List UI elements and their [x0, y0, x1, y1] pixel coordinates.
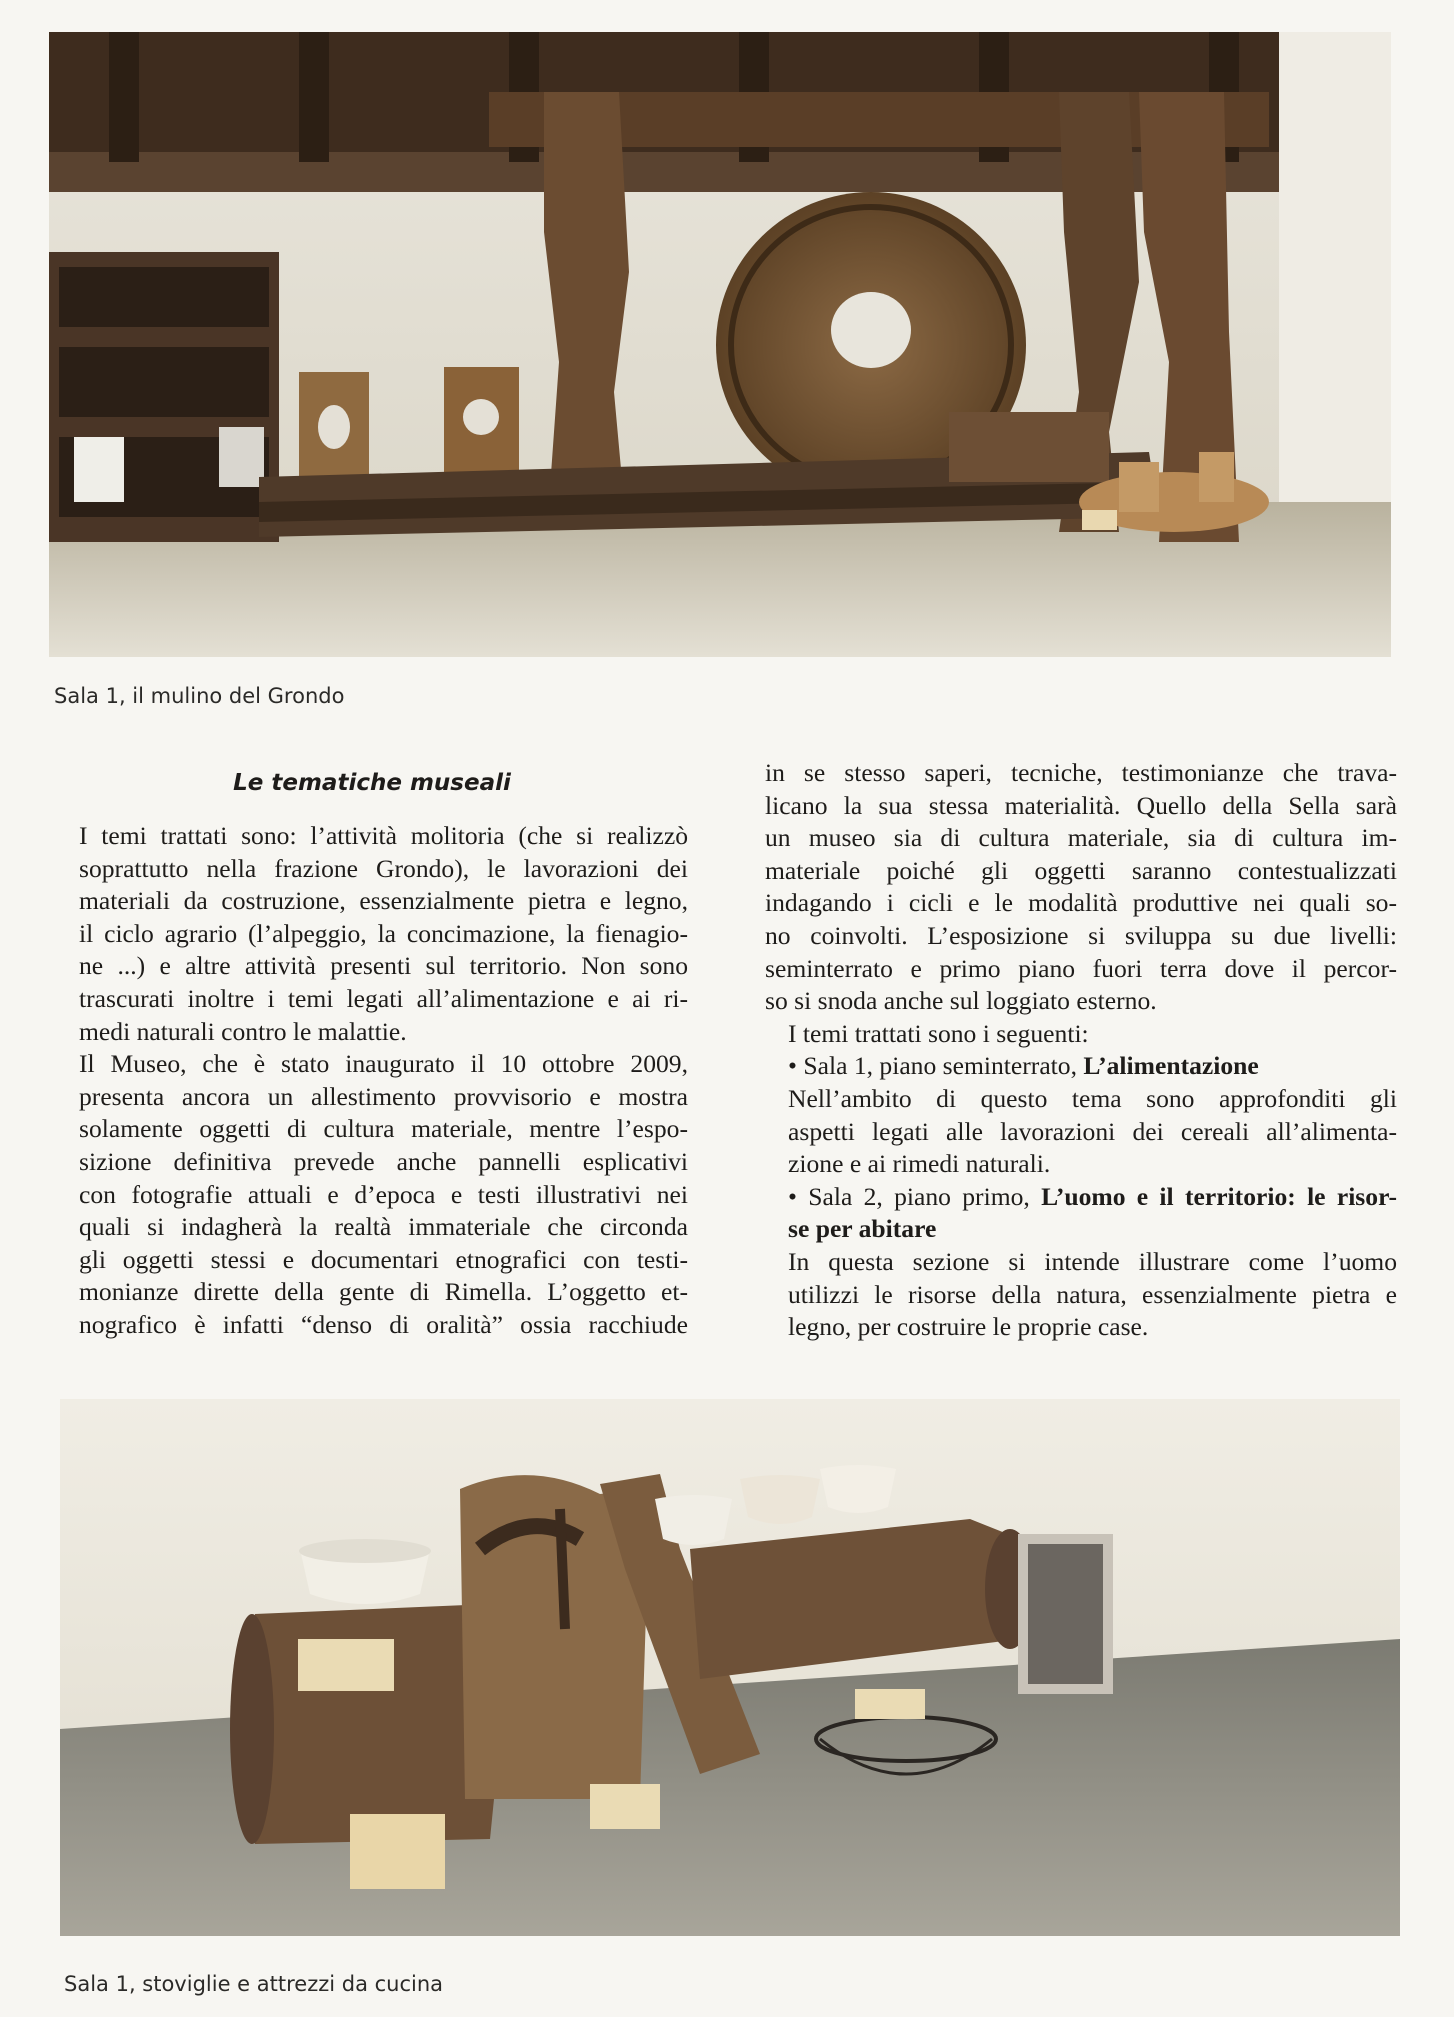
- paragraph: [765, 757, 1397, 1018]
- text-line: medi naturali contro le malattie.: [79, 1016, 407, 1046]
- photo-caption: Sala 1, il mulino del Grondo: [54, 684, 345, 708]
- text-line: In questa sezione si intende illustrare come l’uomo: [788, 1246, 1397, 1276]
- text-line: solamente oggetti di cultura materiale, mentre l’espo-: [79, 1114, 688, 1144]
- text-line: I temi trattati sono: l’attività molitoria (che si realizzò: [79, 821, 688, 850]
- text-line: sizione definitiva prevede anche pannelli esplicativi: [79, 1146, 688, 1176]
- text-line: trascurati inoltre i temi legati all’alimentazione e ai ri-: [79, 983, 688, 1013]
- right-column: [765, 757, 1397, 1344]
- text-line: un museo sia di cultura materiale, sia di cultura im-: [765, 823, 1397, 853]
- photo-caption: Sala 1, stoviglie e attrezzi da cucina: [64, 1972, 444, 1996]
- text-line: indagando i cicli e le modalità produttive nei quali so-: [765, 888, 1397, 918]
- text-line: [765, 1181, 1397, 1214]
- text-line: zione e ai rimedi naturali.: [788, 1149, 1051, 1179]
- text-line: seminterrato e primo piano fuori terra dove il percor-: [765, 953, 1397, 983]
- text-line: materiale poiché gli oggetti saranno contestualizzati: [765, 855, 1397, 885]
- text-line: [765, 1213, 1397, 1246]
- bullet-bold: L’uomo e il territorio: le risor-: [1041, 1181, 1397, 1211]
- text-line: il ciclo agrario (l’alpeggio, la concimazione, la fienagio-: [79, 918, 688, 948]
- section-title: Le tematiche museali: [233, 770, 511, 796]
- text-line: ne ...) e altre attività presenti sul territorio. Non sono: [79, 951, 688, 981]
- text-line: Il Museo, che è stato inaugurato il 10 ottobre 2009,: [79, 1049, 688, 1079]
- text-line: aspetti legati alle lavorazioni dei cereali all’alimenta-: [788, 1116, 1397, 1146]
- text-line: no coinvolti. L’esposizione si sviluppa su due livelli:: [765, 920, 1397, 950]
- paragraph: [56, 1048, 688, 1341]
- text-line: soprattutto nella frazione Grondo), le lavorazioni dei: [79, 853, 688, 883]
- text-line: I temi trattati sono i seguenti:: [788, 1018, 1089, 1048]
- mill-photo: [49, 32, 1391, 657]
- text-line: so si snoda anche sul loggiato esterno.: [765, 986, 1157, 1016]
- kitchen-tools-photo: [60, 1399, 1400, 1936]
- bullet-text: • Sala 1, piano seminterrato,: [788, 1051, 1084, 1081]
- text-line: legno, per costruire le proprie case.: [788, 1312, 1149, 1342]
- text-line: nografico è infatti “denso di oralità” ossia racchiude: [79, 1309, 688, 1339]
- text-line: presenta ancora un allestimento provvisorio e mostra: [79, 1081, 688, 1111]
- text-line: Nell’ambito di questo tema sono approfonditi gli: [788, 1083, 1397, 1113]
- text-line: monianze dirette della gente di Rimella. L’oggetto et-: [79, 1277, 688, 1307]
- text-line: materiali da costruzione, essenzialmente pietra e legno,: [79, 886, 688, 916]
- text-line: gli oggetti stessi e documentari etnografici con testi-: [79, 1244, 688, 1274]
- text-line: licano la sua stessa materialità. Quello della Sella sarà: [765, 790, 1397, 820]
- text-line: in se stesso saperi, tecniche, testimonianze che trava-: [765, 758, 1397, 787]
- bullet-sala-2: [765, 1181, 1397, 1246]
- bullet-bold: se per abitare: [788, 1214, 937, 1244]
- bullet-sala-1: [765, 1050, 1397, 1083]
- bullet-bold: L’alimentazione: [1083, 1051, 1259, 1081]
- paragraph: [765, 1083, 1397, 1181]
- paragraph: [765, 1018, 1397, 1051]
- left-column: [56, 757, 688, 1342]
- paragraph: [56, 820, 688, 1048]
- text-line: utilizzi le risorse della natura, essenzialmente pietra e: [788, 1279, 1397, 1309]
- paragraph: [765, 1246, 1397, 1344]
- text-line: quali si indagherà la realtà immateriale che circonda: [79, 1212, 688, 1242]
- bullet-text: • Sala 2, piano primo,: [788, 1181, 1042, 1211]
- text-line: con fotografie attuali e d’epoca e testi illustrativi nei: [79, 1179, 688, 1209]
